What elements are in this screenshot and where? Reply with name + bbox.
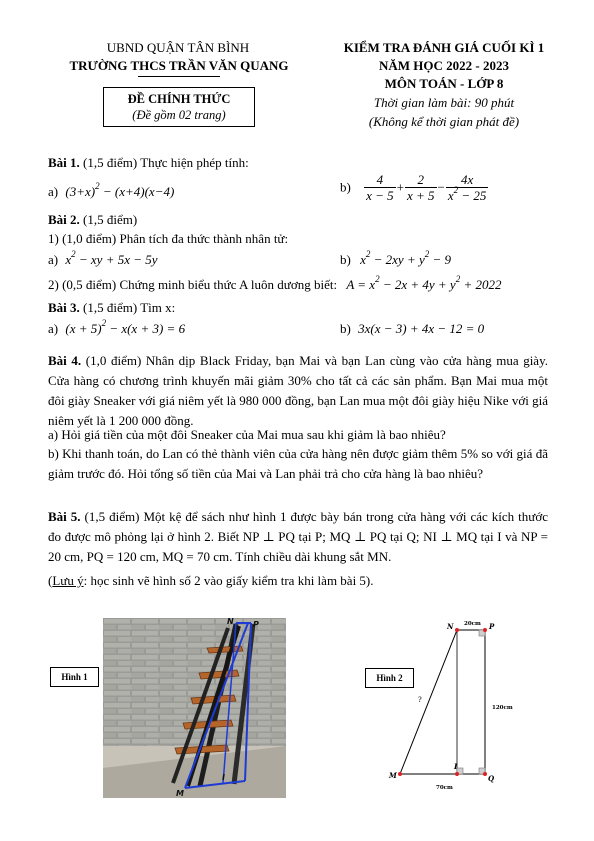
label-PQ-length: 120cm [492,705,513,711]
header-underline [138,76,220,77]
bai5-note: (Lưu ý: học sinh vẽ hình số 2 vào giấy kiểm tra khi làm bài 5). [48,573,374,588]
bai4-question-b: b) Khi thanh toán, do Lan có thẻ thành viên của cửa hàng nên được giảm thêm 5% so với giá đã giảm trước đó. Hỏi tổng số tiền của Mai và Lan phải trả cho cửa hàng là bao nhiêu? [48,446,548,481]
bai2-b [340,249,452,268]
diagram-label-P: P [489,622,495,631]
bai4-question-a: a) Hỏi giá tiền của một đôi Sneaker của Mai mua sau khi giảm là bao nhiêu? [48,427,446,442]
bai4-paragraph [48,351,548,431]
figure1-label-box [50,667,99,687]
bai3-heading [48,300,175,316]
note-label: Lưu ý [52,573,84,588]
bai3-a [48,318,186,337]
bai4-text: (1,0 điểm) Nhân dịp Black Friday, bạn Mai và bạn Lan cùng vào cửa hàng mua giày. Cửa hàng có chương trình khuyến mãi giảm 30% cho tất cả các sản phẩm. Bạn Mai mua một đôi giày Sneaker với giá niêm yết là 980 000 đồng, bạn Lan mua một đôi giày hiệu Nike với giá niêm yết là 1 200 000 đồng. [48,353,548,428]
time-note: (Không kể thời gian phát đề) [368,114,520,129]
bai2-expression-A: $A = x^2 - 2x + 4y + y^2 + 2022$ [346,274,502,292]
label-MQ-length: 70cm [436,785,453,791]
bai1-b-label: b) [340,179,351,195]
official-box [103,87,255,127]
bai2-b-expression: $x^2 - 2xy + y^2 - 9$ [360,249,452,267]
bai5-text: (1,5 điểm) Một kệ để sách như hình 1 được bày bán trong cửa hàng với các kích thước đo được mô phỏng lại ở hình 2. Biết NP ⊥ PQ tại P; MQ ⊥ PQ tại Q; NI ⊥ MQ tại I và NP = 20 cm, PQ = 120 cm, MQ = 70 cm. Tính chiều dài khung sắt MN. [48,509,548,564]
bai3-a-label: a) [48,321,59,336]
bai3-b-label: b) [340,321,351,336]
frac-4x-over-x2-25: $\frac{4x}{x^2 - 25}$ [447,172,487,203]
photo-label-M: M [176,789,184,798]
bai4-title: Bài 4. [48,353,82,368]
shelf-photo-illustration [103,618,286,798]
shelf-photo [103,618,286,798]
bai2-p2 [48,274,502,293]
bai2-p1: 1) (1,0 điểm) Phân tích đa thức thành nhân tử: [48,231,289,246]
bai2-heading [48,212,137,228]
bai2-a-label: a) [48,252,59,267]
bai1-a-expression: $(3+x)^2 - (x+4)(x-4)$ [65,181,175,199]
bai2-title: Bài 2. [48,212,80,227]
photo-label-N: N [227,618,234,626]
bai3-title: Bài 3. [48,300,80,315]
exam-time: Thời gian làm bài: 90 phút [373,95,515,110]
school-name: TRƯỜNG THCS TRẦN VĂN QUANG [69,58,289,73]
figure2-label: Hình 2 [376,673,403,683]
frac-4-over-x-5: $\frac{4}{x - 5}$ [366,172,394,203]
diagram-label-Q: Q [488,774,495,783]
bai2-text: (1,5 điểm) [79,212,138,227]
label-MN-unknown: ? [418,696,422,704]
bai5-title: Bài 5. [48,509,81,524]
official-title: ĐỀ CHÍNH THỨC [127,92,231,106]
bai3-b [340,321,484,337]
subject: MÔN TOÁN - LỚP 8 [384,76,504,91]
point-P [483,628,487,632]
diagram-label-N: N [447,622,454,631]
segment-MN [400,630,457,774]
bai1-b: b) $\frac{4}{x - 5}$ + $\frac{2}{x + 5}$ − $\frac{4x}{x^2 - 25}$ [340,172,487,203]
bai2-b-label: b) [340,252,351,267]
bai1-title: Bài 1. [48,155,80,170]
bai2-a [48,249,158,268]
point-N [455,628,459,632]
point-M [398,772,402,776]
bai1-heading [48,155,249,171]
school-year: NĂM HỌC 2022 - 2023 [379,58,509,73]
frac-2-over-x+5: $\frac{2}{x + 5}$ [406,172,435,203]
bai5-paragraph [48,507,548,567]
bai1-a [48,181,175,200]
photo-label-P: P [253,620,259,629]
pages-note: (Đề gồm 02 trang) [132,108,226,122]
bai3-a-expression: $(x + 5)^2 - x(x + 3) = 6$ [65,318,186,336]
point-I [455,772,459,776]
exam-title: KIỂM TRA ĐÁNH GIÁ CUỐI KÌ 1 [343,40,545,55]
bai1-a-label: a) [48,184,59,199]
note-text: : học sinh vẽ hình số 2 vào giấy kiểm tra khi làm bài 5). [83,573,374,588]
bai2-p2-text: 2) (0,5 điểm) Chứng minh biểu thức A luôn dương biết: [48,277,338,292]
triangle-diagram [380,614,520,799]
photo-label-I: I [222,773,225,782]
bai2-a-expression: $x^2$ − xy + 5x − 5y [65,249,158,267]
bai3-text: (1,5 điểm) Tìm x: [79,300,176,315]
bai1-text: (1,5 điểm) Thực hiện phép tính: [79,155,249,170]
diagram-label-I: I [454,762,458,771]
point-Q [483,772,487,776]
bai3-b-expression: 3x(x − 3) + 4x − 12 = 0 [358,321,485,336]
label-NP-length: 20cm [464,621,481,627]
diagram-label-M: M [389,771,397,780]
district-name: UBND QUẬN TÂN BÌNH [106,40,250,55]
figure1-label: Hình 1 [61,672,88,682]
